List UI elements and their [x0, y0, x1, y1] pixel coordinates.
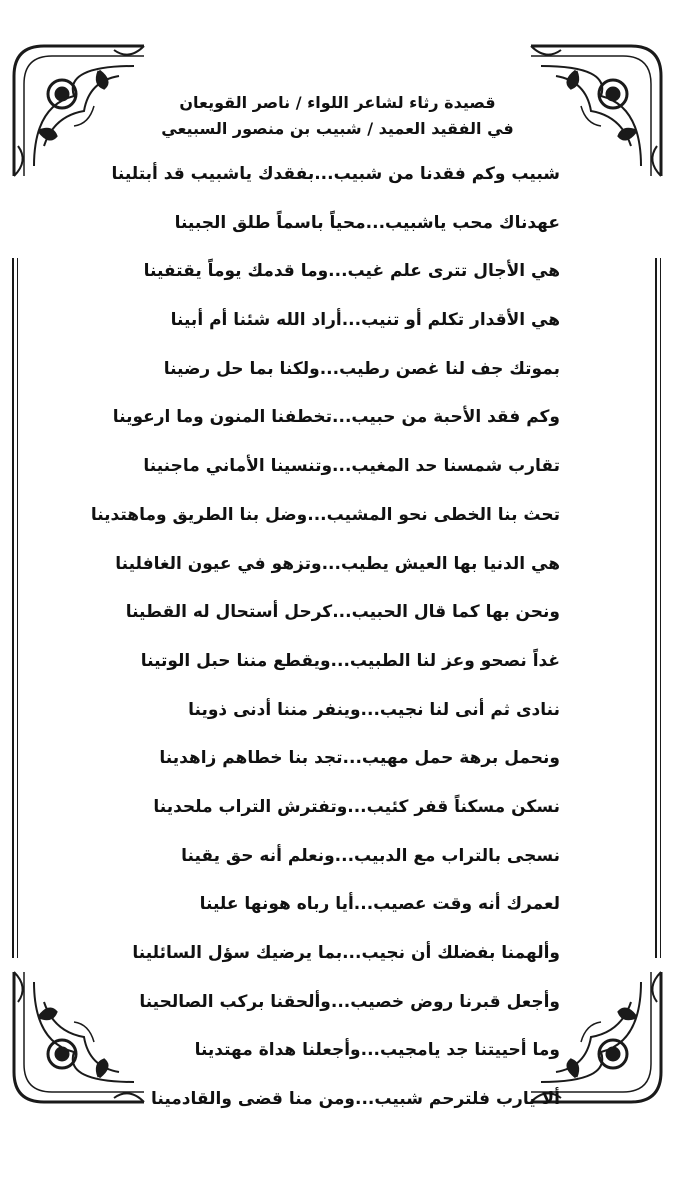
- verse-15: نسجى بالتراب مع الدبيب...ونعلم أنه حق يقينا: [181, 845, 560, 866]
- verse-10: ونحن بها كما قال الحبيب...كرحل أستحال له القطينا: [125, 602, 560, 623]
- verse-1: شبيب وكم فقدنا من شبيب...بفقدك ياشبيب قد أبتلينا: [111, 164, 560, 184]
- verse-6: وكم فقد الأحبة من حبيب...تخطفنا المنون وما ارعوينا: [112, 407, 560, 428]
- verse-11: غداً نصحو وعز لنا الطبيب...ويقطع مننا حبل الوتينا: [140, 650, 560, 671]
- title-line-2: في الفقيد العميد / شبيب بن منصور السبيعي: [161, 119, 514, 138]
- verse-12: ننادى ثم أنى لنا نجيب...وينفر مننا أدنى ذوينا: [188, 699, 560, 720]
- poem-verses: [80, 150, 560, 1124]
- verse-16: لعمرك أنه وقت عصيب...أيا رباه هونها علينا: [199, 894, 560, 915]
- verse-8: تحث بنا الخطى نحو المشيب...وضل بنا الطريق وماهتدينا: [90, 504, 560, 525]
- verse-20: ألا يارب فلترحم شبيب...ومن منا قضى والقادمينا: [151, 1089, 560, 1110]
- verse-7: تقارب شمسنا حد المغيب...وتنسينا الأماني ماجنينا: [143, 456, 560, 477]
- verse-9: هي الدنيا بها العيش يطيب...وتزهو في عيون الغافلينا: [115, 553, 560, 574]
- verse-17: وألهمنا بفضلك أن نجيب...بما يرضيك سؤل السائلينا: [132, 943, 560, 963]
- verse-3: هي الأجال تترى علم غيب...وما قدمك يوماً يقتفينا: [143, 261, 560, 282]
- verse-2: عهدناك محب ياشبيب...محياً باسماً طلق الجبينا: [174, 212, 560, 233]
- verse-13: ونحمل برهة حمل مهيب...تجد بنا خطاهم زاهدينا: [159, 748, 560, 769]
- title-line-1: قصيدة رثاء لشاعر اللواء / ناصر القويعان: [179, 93, 496, 112]
- verse-18: وأجعل قبرنا روض خصيب...وألحقنا بركب الصالحينا: [139, 991, 560, 1012]
- right-border-line: [655, 258, 663, 958]
- verse-4: هي الأقدار تكلم أو تنيب...أراد الله شئنا أم أبينا: [170, 310, 560, 331]
- verse-19: وما أحييتنا جد يامجيب...وأجعلنا هداة مهتدينا: [194, 1040, 560, 1061]
- left-border-line: [12, 258, 20, 958]
- verse-5: بموتك جف لنا غصن رطيب...ولكنا بما حل رضينا: [163, 358, 560, 379]
- poem-title: [150, 90, 525, 142]
- verse-14: نسكن مسكناً قفر كئيب...وتفترش التراب ملحدينا: [153, 796, 560, 817]
